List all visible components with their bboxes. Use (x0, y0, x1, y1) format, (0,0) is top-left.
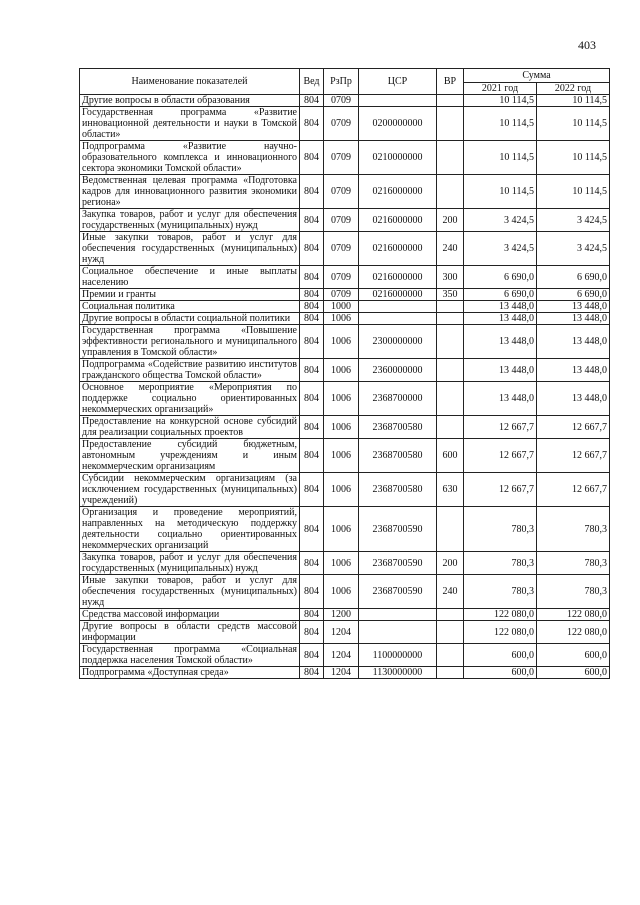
cell-rzpr: 0709 (324, 266, 359, 289)
cell-vr (437, 621, 464, 644)
cell-vr (437, 107, 464, 141)
cell-name: Средства массовой информации (80, 609, 300, 621)
cell-rzpr: 1204 (324, 667, 359, 679)
table-row (80, 95, 610, 107)
cell-name: Подпрограмма «Содействие развитию институтов гражданского общества Томской области» (80, 359, 300, 382)
cell-csr: 2368700580 (359, 416, 437, 439)
header-csr: ЦСР (359, 69, 437, 95)
cell-name: Премии и гранты (80, 289, 300, 301)
cell-name: Ведомственная целевая программа «Подготовка кадров для инновационного развития экономики региона» (80, 175, 300, 209)
cell-sum-2021: 13 448,0 (464, 313, 537, 325)
cell-csr: 2368700580 (359, 473, 437, 507)
cell-sum-2021: 10 114,5 (464, 141, 537, 175)
cell-ved: 804 (300, 552, 324, 575)
cell-rzpr: 1006 (324, 359, 359, 382)
cell-csr: 0216000000 (359, 209, 437, 232)
cell-sum-2022: 12 667,7 (537, 416, 610, 439)
cell-ved: 804 (300, 473, 324, 507)
cell-sum-2021: 13 448,0 (464, 382, 537, 416)
cell-name: Социальная политика (80, 301, 300, 313)
cell-sum-2021: 122 080,0 (464, 621, 537, 644)
cell-name: Подпрограмма «Развитие научно-образовательного комплекса и инновационного сектора экономики Томской области» (80, 141, 300, 175)
cell-rzpr: 0709 (324, 175, 359, 209)
cell-vr: 200 (437, 209, 464, 232)
cell-csr: 0216000000 (359, 175, 437, 209)
cell-rzpr: 1006 (324, 325, 359, 359)
cell-ved: 804 (300, 266, 324, 289)
cell-vr (437, 644, 464, 667)
cell-name: Закупка товаров, работ и услуг для обеспечения государственных (муниципальных) нужд (80, 552, 300, 575)
page-number: 403 (578, 38, 596, 52)
cell-sum-2021: 13 448,0 (464, 301, 537, 313)
cell-sum-2021: 12 667,7 (464, 416, 537, 439)
cell-vr (437, 667, 464, 679)
cell-ved: 804 (300, 301, 324, 313)
cell-sum-2021: 600,0 (464, 667, 537, 679)
cell-rzpr: 1006 (324, 552, 359, 575)
cell-vr (437, 507, 464, 552)
cell-sum-2022: 6 690,0 (537, 289, 610, 301)
cell-vr: 350 (437, 289, 464, 301)
header-rzpr: РзПр (324, 69, 359, 95)
table-row (80, 473, 610, 507)
cell-vr (437, 325, 464, 359)
cell-rzpr: 1006 (324, 382, 359, 416)
cell-csr: 2368700000 (359, 382, 437, 416)
cell-csr: 0200000000 (359, 107, 437, 141)
cell-csr (359, 609, 437, 621)
cell-vr (437, 313, 464, 325)
cell-sum-2022: 780,3 (537, 552, 610, 575)
cell-sum-2022: 13 448,0 (537, 382, 610, 416)
table-row (80, 289, 610, 301)
cell-rzpr: 0709 (324, 289, 359, 301)
table-row (80, 439, 610, 473)
cell-vr: 200 (437, 552, 464, 575)
table-row (80, 232, 610, 266)
cell-name: Другие вопросы в области социальной политики (80, 313, 300, 325)
cell-sum-2022: 10 114,5 (537, 107, 610, 141)
cell-rzpr: 1006 (324, 416, 359, 439)
cell-sum-2022: 10 114,5 (537, 175, 610, 209)
cell-rzpr: 1006 (324, 575, 359, 609)
cell-csr: 0216000000 (359, 289, 437, 301)
cell-rzpr: 0709 (324, 141, 359, 175)
cell-rzpr: 1204 (324, 644, 359, 667)
cell-rzpr: 1006 (324, 439, 359, 473)
header-sum: Сумма (464, 69, 610, 83)
cell-name: Закупка товаров, работ и услуг для обеспечения государственных (муниципальных) нужд (80, 209, 300, 232)
cell-csr: 2368700590 (359, 575, 437, 609)
cell-name: Другие вопросы в области образования (80, 95, 300, 107)
cell-rzpr: 1006 (324, 507, 359, 552)
cell-rzpr: 0709 (324, 107, 359, 141)
cell-sum-2021: 780,3 (464, 552, 537, 575)
table-body (80, 95, 610, 679)
cell-sum-2022: 780,3 (537, 507, 610, 552)
table-row (80, 301, 610, 313)
cell-vr: 300 (437, 266, 464, 289)
cell-ved: 804 (300, 95, 324, 107)
cell-sum-2022: 12 667,7 (537, 473, 610, 507)
cell-ved: 804 (300, 575, 324, 609)
cell-sum-2021: 12 667,7 (464, 439, 537, 473)
cell-name: Субсидии некоммерческим организациям (за исключением государственных (муниципальных) учреждений) (80, 473, 300, 507)
cell-rzpr: 0709 (324, 209, 359, 232)
cell-csr (359, 301, 437, 313)
cell-name: Государственная программа «Социальная поддержка населения Томской области» (80, 644, 300, 667)
cell-name: Иные закупки товаров, работ и услуг для обеспечения государственных (муниципальных) нужд (80, 575, 300, 609)
cell-ved: 804 (300, 289, 324, 301)
cell-ved: 804 (300, 107, 324, 141)
cell-csr (359, 95, 437, 107)
table-header (80, 69, 610, 95)
cell-csr (359, 313, 437, 325)
cell-ved: 804 (300, 382, 324, 416)
cell-vr: 240 (437, 232, 464, 266)
table-row (80, 667, 610, 679)
cell-sum-2022: 6 690,0 (537, 266, 610, 289)
cell-rzpr: 0709 (324, 95, 359, 107)
cell-sum-2022: 13 448,0 (537, 325, 610, 359)
cell-csr: 0210000000 (359, 141, 437, 175)
cell-ved: 804 (300, 507, 324, 552)
cell-sum-2021: 13 448,0 (464, 359, 537, 382)
cell-name: Государственная программа «Развитие инновационной деятельности и науки в Томской области» (80, 107, 300, 141)
budget-table (79, 68, 610, 679)
cell-sum-2021: 10 114,5 (464, 175, 537, 209)
cell-ved: 804 (300, 175, 324, 209)
cell-vr (437, 141, 464, 175)
cell-csr: 2300000000 (359, 325, 437, 359)
cell-vr (437, 416, 464, 439)
cell-ved: 804 (300, 416, 324, 439)
cell-ved: 804 (300, 359, 324, 382)
cell-name: Государственная программа «Повышение эффективности регионального и муниципального управления в Томской области» (80, 325, 300, 359)
cell-sum-2022: 10 114,5 (537, 141, 610, 175)
cell-rzpr: 1204 (324, 621, 359, 644)
cell-csr: 0216000000 (359, 232, 437, 266)
cell-rzpr: 1000 (324, 301, 359, 313)
cell-vr: 630 (437, 473, 464, 507)
cell-ved: 804 (300, 439, 324, 473)
cell-sum-2022: 13 448,0 (537, 313, 610, 325)
cell-csr: 2360000000 (359, 359, 437, 382)
header-name: Наименование показателей (80, 69, 300, 95)
table-row (80, 107, 610, 141)
cell-name: Организация и проведение мероприятий, направленных на методическую поддержку деятельности социально ориентированных некоммерческих организаций (80, 507, 300, 552)
table-row (80, 359, 610, 382)
cell-csr: 2368700590 (359, 552, 437, 575)
cell-name: Предоставление субсидий бюджетным, автономным учреждениям и иным некоммерческим организациям (80, 439, 300, 473)
table-row (80, 552, 610, 575)
cell-ved: 804 (300, 609, 324, 621)
cell-sum-2022: 122 080,0 (537, 609, 610, 621)
cell-sum-2021: 6 690,0 (464, 289, 537, 301)
cell-rzpr: 1006 (324, 473, 359, 507)
table-row (80, 644, 610, 667)
table-row (80, 382, 610, 416)
cell-sum-2021: 10 114,5 (464, 107, 537, 141)
cell-sum-2022: 13 448,0 (537, 359, 610, 382)
cell-csr: 2368700580 (359, 439, 437, 473)
table-row (80, 175, 610, 209)
table-row (80, 621, 610, 644)
cell-sum-2022: 600,0 (537, 667, 610, 679)
header-year-2021: 2021 год (464, 83, 537, 95)
cell-vr (437, 175, 464, 209)
table-row (80, 575, 610, 609)
table-row (80, 416, 610, 439)
cell-sum-2022: 600,0 (537, 644, 610, 667)
table-row (80, 209, 610, 232)
cell-sum-2021: 6 690,0 (464, 266, 537, 289)
table-row (80, 609, 610, 621)
cell-sum-2021: 10 114,5 (464, 95, 537, 107)
cell-rzpr: 1006 (324, 313, 359, 325)
cell-name: Основное мероприятие «Мероприятия по поддержке социально ориентированных некоммерческих организаций» (80, 382, 300, 416)
cell-sum-2022: 12 667,7 (537, 439, 610, 473)
cell-csr: 0216000000 (359, 266, 437, 289)
header-year-2022: 2022 год (537, 83, 610, 95)
cell-sum-2021: 13 448,0 (464, 325, 537, 359)
cell-sum-2022: 10 114,5 (537, 95, 610, 107)
cell-sum-2022: 3 424,5 (537, 209, 610, 232)
cell-name: Предоставление на конкурсной основе субсидий для реализации социальных проектов (80, 416, 300, 439)
cell-vr (437, 609, 464, 621)
cell-sum-2021: 3 424,5 (464, 232, 537, 266)
cell-vr (437, 382, 464, 416)
cell-vr: 600 (437, 439, 464, 473)
table-row (80, 325, 610, 359)
table-row (80, 507, 610, 552)
cell-rzpr: 0709 (324, 232, 359, 266)
cell-vr (437, 301, 464, 313)
cell-ved: 804 (300, 232, 324, 266)
cell-name: Иные закупки товаров, работ и услуг для обеспечения государственных (муниципальных) нужд (80, 232, 300, 266)
cell-csr (359, 621, 437, 644)
cell-ved: 804 (300, 313, 324, 325)
cell-csr: 2368700590 (359, 507, 437, 552)
cell-sum-2021: 780,3 (464, 507, 537, 552)
cell-vr (437, 359, 464, 382)
cell-name: Подпрограмма «Доступная среда» (80, 667, 300, 679)
table-row (80, 313, 610, 325)
cell-ved: 804 (300, 209, 324, 232)
cell-ved: 804 (300, 667, 324, 679)
cell-csr: 1100000000 (359, 644, 437, 667)
cell-ved: 804 (300, 325, 324, 359)
header-ved: Вед (300, 69, 324, 95)
cell-ved: 804 (300, 644, 324, 667)
cell-sum-2021: 3 424,5 (464, 209, 537, 232)
cell-sum-2022: 780,3 (537, 575, 610, 609)
cell-rzpr: 1200 (324, 609, 359, 621)
cell-sum-2021: 600,0 (464, 644, 537, 667)
header-vr: ВР (437, 69, 464, 95)
cell-sum-2021: 12 667,7 (464, 473, 537, 507)
cell-ved: 804 (300, 621, 324, 644)
cell-csr: 1130000000 (359, 667, 437, 679)
cell-sum-2022: 122 080,0 (537, 621, 610, 644)
cell-name: Другие вопросы в области средств массовой информации (80, 621, 300, 644)
cell-sum-2021: 122 080,0 (464, 609, 537, 621)
cell-sum-2022: 13 448,0 (537, 301, 610, 313)
cell-sum-2021: 780,3 (464, 575, 537, 609)
cell-vr: 240 (437, 575, 464, 609)
cell-name: Социальное обеспечение и иные выплаты населению (80, 266, 300, 289)
table-row (80, 266, 610, 289)
cell-vr (437, 95, 464, 107)
table-row (80, 141, 610, 175)
cell-ved: 804 (300, 141, 324, 175)
cell-sum-2022: 3 424,5 (537, 232, 610, 266)
